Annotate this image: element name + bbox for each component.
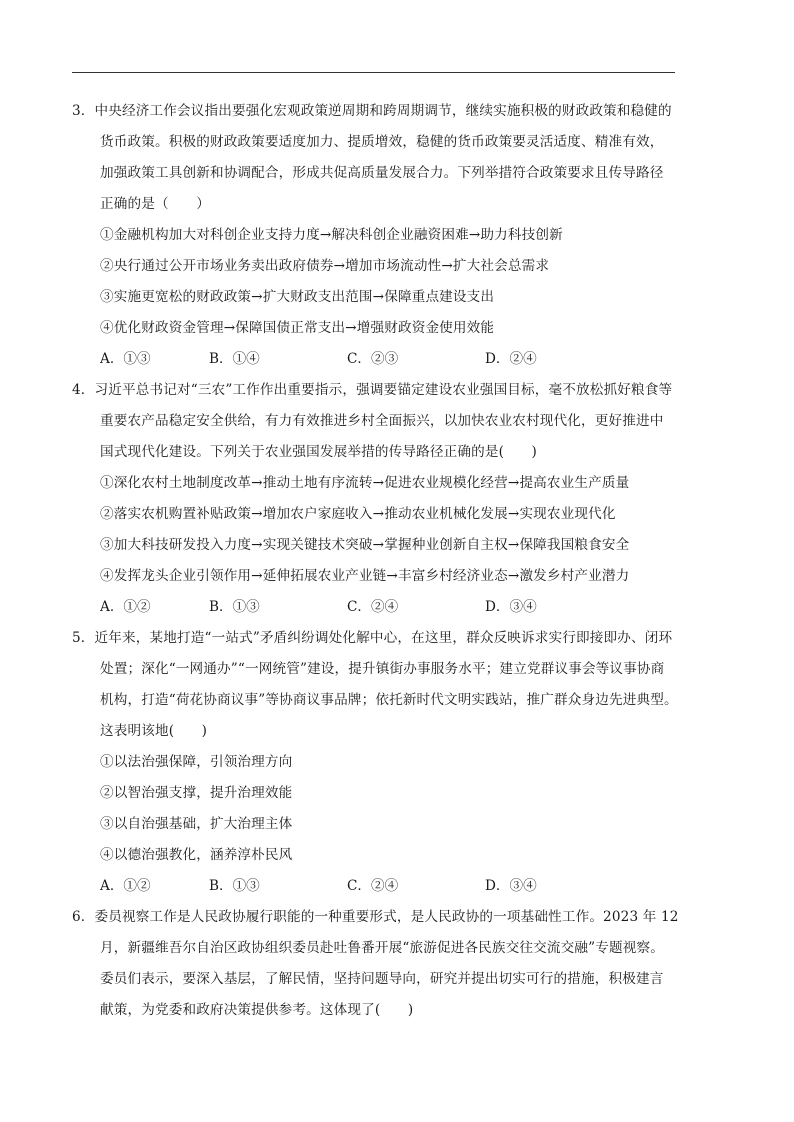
option-a: A．①②	[100, 599, 151, 615]
option-b: B．①④	[209, 351, 260, 367]
question-stem-line: 加强政策工具创新和协调配合，形成共促高质量发展合力。下列举措符合政策要求且传导路径	[100, 165, 664, 181]
answer-options	[72, 871, 682, 902]
option-a: A．①③	[100, 351, 151, 367]
question-stem-line: 月，新疆维吾尔自治区政协组织委员赴吐鲁番开展“旅游促进各民族交往交流交融”专题视察。	[100, 940, 664, 956]
question-stem-line: 货币政策。积极的财政政策要适度加力、提质增效，稳健的货币政策要灵活适度、精准有效，	[100, 134, 664, 150]
statement-2: ②以智治强支撑，提升治理效能	[100, 785, 293, 801]
option-b: B．①③	[209, 878, 260, 894]
question-stem-line: 处置；深化“一网通办”“一网统管”建设，提升镇街办事服务水平；建立党群议事会等议事协商	[100, 661, 665, 677]
option-c: C．②③	[347, 351, 399, 367]
statement-1: ①金融机构加大对科创企业支持力度→解决科创企业融资困难→助力科技创新	[100, 227, 563, 243]
option-d: D．③④	[485, 878, 537, 894]
question-stem-line: 6．委员视察工作是人民政协履行职能的一种重要形式，是人民政协的一项基础性工作。2023 年 12	[72, 909, 679, 925]
option-d: D．③④	[485, 599, 537, 615]
question-stem-line: 正确的是（ ）	[100, 196, 210, 212]
question-stem-line: 5．近年来，某地打造“一站式”矛盾纠纷调处化解中心，在这里，群众反映诉求实行即接即办、闭环	[72, 630, 673, 646]
option-c: C．②④	[347, 599, 399, 615]
question-stem-line: 国式现代化建设。下列关于农业强国发展举措的传导路径正确的是( )	[100, 444, 537, 460]
exam-page	[72, 96, 682, 1026]
question-4	[72, 375, 682, 623]
option-b: B．①③	[209, 599, 260, 615]
statement-4: ④发挥龙头企业引领作用→延伸拓展农业产业链→丰富乡村经济业态→激发乡村产业潜力	[100, 568, 630, 584]
question-6	[72, 902, 682, 1026]
question-stem-line: 机构，打造“荷花协商议事”等协商议事品牌；依托新时代文明实践站，推广群众身边先进典型。	[100, 692, 678, 708]
header-rule	[72, 72, 675, 73]
statement-3: ③实施更宽松的财政政策→扩大财政支出范围→保障重点建设支出	[100, 289, 495, 305]
statement-3: ③以自治强基础，扩大治理主体	[100, 816, 293, 832]
option-a: A．①②	[100, 878, 151, 894]
statement-4: ④以德治强教化，涵养淳朴民风	[100, 847, 293, 863]
answer-options	[72, 592, 682, 623]
question-stem-line: 重要农产品稳定安全供给，有力有效推进乡村全面振兴，以加快农业农村现代化，更好推进中	[100, 413, 664, 429]
statement-2: ②央行通过公开市场业务卖出政府债券→增加市场流动性→扩大社会总需求	[100, 258, 550, 274]
question-stem-line: 这表明该地( )	[100, 723, 208, 739]
question-stem-line: 献策，为党委和政府决策提供参考。这体现了( )	[100, 1002, 414, 1018]
option-c: C．②④	[347, 878, 399, 894]
statement-4: ④优化财政资金管理→保障国债正常支出→增强财政资金使用效能	[100, 320, 495, 336]
answer-options	[72, 344, 682, 375]
question-5	[72, 623, 682, 902]
question-stem-line: 4．习近平总书记对“三农”工作作出重要指示，强调要锚定建设农业强国目标，毫不放松抓好粮食等	[72, 382, 673, 398]
question-stem-line: 委员们表示，要深入基层，了解民情，坚持问题导向，研究并提出切实可行的措施，积极建言	[100, 971, 664, 987]
statement-1: ①以法治强保障，引领治理方向	[100, 754, 293, 770]
option-d: D．②④	[485, 351, 537, 367]
statement-1: ①深化农村土地制度改革→推动土地有序流转→促进农业规模化经营→提高农业生产质量	[100, 475, 630, 491]
question-3	[72, 96, 682, 375]
question-stem-line: 3．中央经济工作会议指出要强化宏观政策逆周期和跨周期调节，继续实施积极的财政政策和稳健的	[72, 103, 672, 119]
statement-3: ③加大科技研发投入力度→实现关键技术突破→掌握种业创新自主权→保障我国粮食安全	[100, 537, 630, 553]
statement-2: ②落实农机购置补贴政策→增加农户家庭收入→推动农业机械化发展→实现农业现代化	[100, 506, 616, 522]
